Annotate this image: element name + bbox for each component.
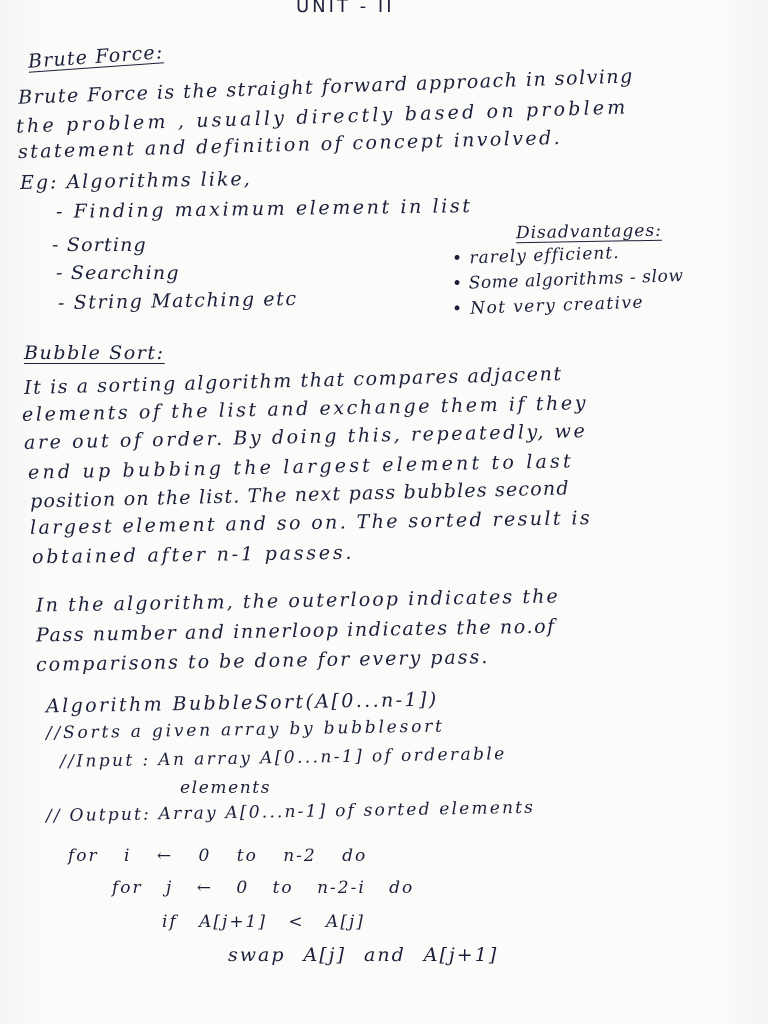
paragraph-line: obtained after n-1 passes. xyxy=(31,541,355,569)
example-item: - Sorting xyxy=(52,234,147,256)
paragraph-line: end up bubbing the largest element to last xyxy=(27,450,575,484)
disadvantages-heading: Disadvantages: xyxy=(515,220,663,244)
for-inner-loop: for j ← 0 to n-2-i do xyxy=(112,878,415,898)
unit-heading xyxy=(296,0,395,16)
swap-statement: swap A[j] and A[j+1] xyxy=(228,944,499,966)
paragraph-line: elements of the list and exchange them if they xyxy=(21,392,589,426)
for-outer-loop: for i ← 0 to n-2 do xyxy=(68,846,368,866)
definition-line: the problem , usually directly based on problem xyxy=(15,96,629,138)
example-item: - Finding maximum element in list xyxy=(55,195,473,223)
algorithm-input-continuation: elements xyxy=(180,778,272,798)
algorithm-signature: Algorithm BubbleSort(A[0...n-1]) xyxy=(45,688,439,718)
unit-heading-text: UNIT - II xyxy=(296,0,395,17)
bubble-sort-heading: Bubble Sort: xyxy=(24,342,165,364)
brute-force-heading: Brute Force: xyxy=(27,41,165,73)
algorithm-comment-sorts: //Sorts a given array by bubblesort xyxy=(45,716,445,744)
disadvantage-item: • Some algorithms - slow xyxy=(451,265,684,295)
paragraph-line: are out of order. By doing this, repeatedly, we xyxy=(23,420,588,454)
loop-line: comparisons to be done for every pass. xyxy=(35,646,490,676)
definition-line: Brute Force is the straight forward approach in solving xyxy=(17,65,635,109)
if-condition: if A[j+1] < A[j] xyxy=(162,912,365,932)
example-item: - String Matching etc xyxy=(57,287,298,315)
loop-line: In the algorithm, the outerloop indicates the xyxy=(35,585,560,617)
algorithm-output-line: // Output: Array A[0...n-1] of sorted elements xyxy=(45,797,536,827)
paragraph-line: It is a sorting algorithm that compares adjacent xyxy=(23,362,563,400)
example-item: - Searching xyxy=(56,262,180,284)
disadvantage-item: • Not very creative xyxy=(451,292,645,320)
algorithm-input-line: //Input : An array A[0...n-1] of orderable xyxy=(59,744,507,772)
disadvantage-item: • rarely efficient. xyxy=(451,243,620,269)
loop-line: Pass number and innerloop indicates the no.of xyxy=(35,615,556,647)
paragraph-line: largest element and so on. The sorted result is xyxy=(29,507,593,539)
examples-intro: Eg: Algorithms like, xyxy=(19,167,252,195)
paragraph-line: position on the list. The next pass bubbles second xyxy=(29,477,570,513)
definition-line: statement and definition of concept involved. xyxy=(17,126,563,164)
